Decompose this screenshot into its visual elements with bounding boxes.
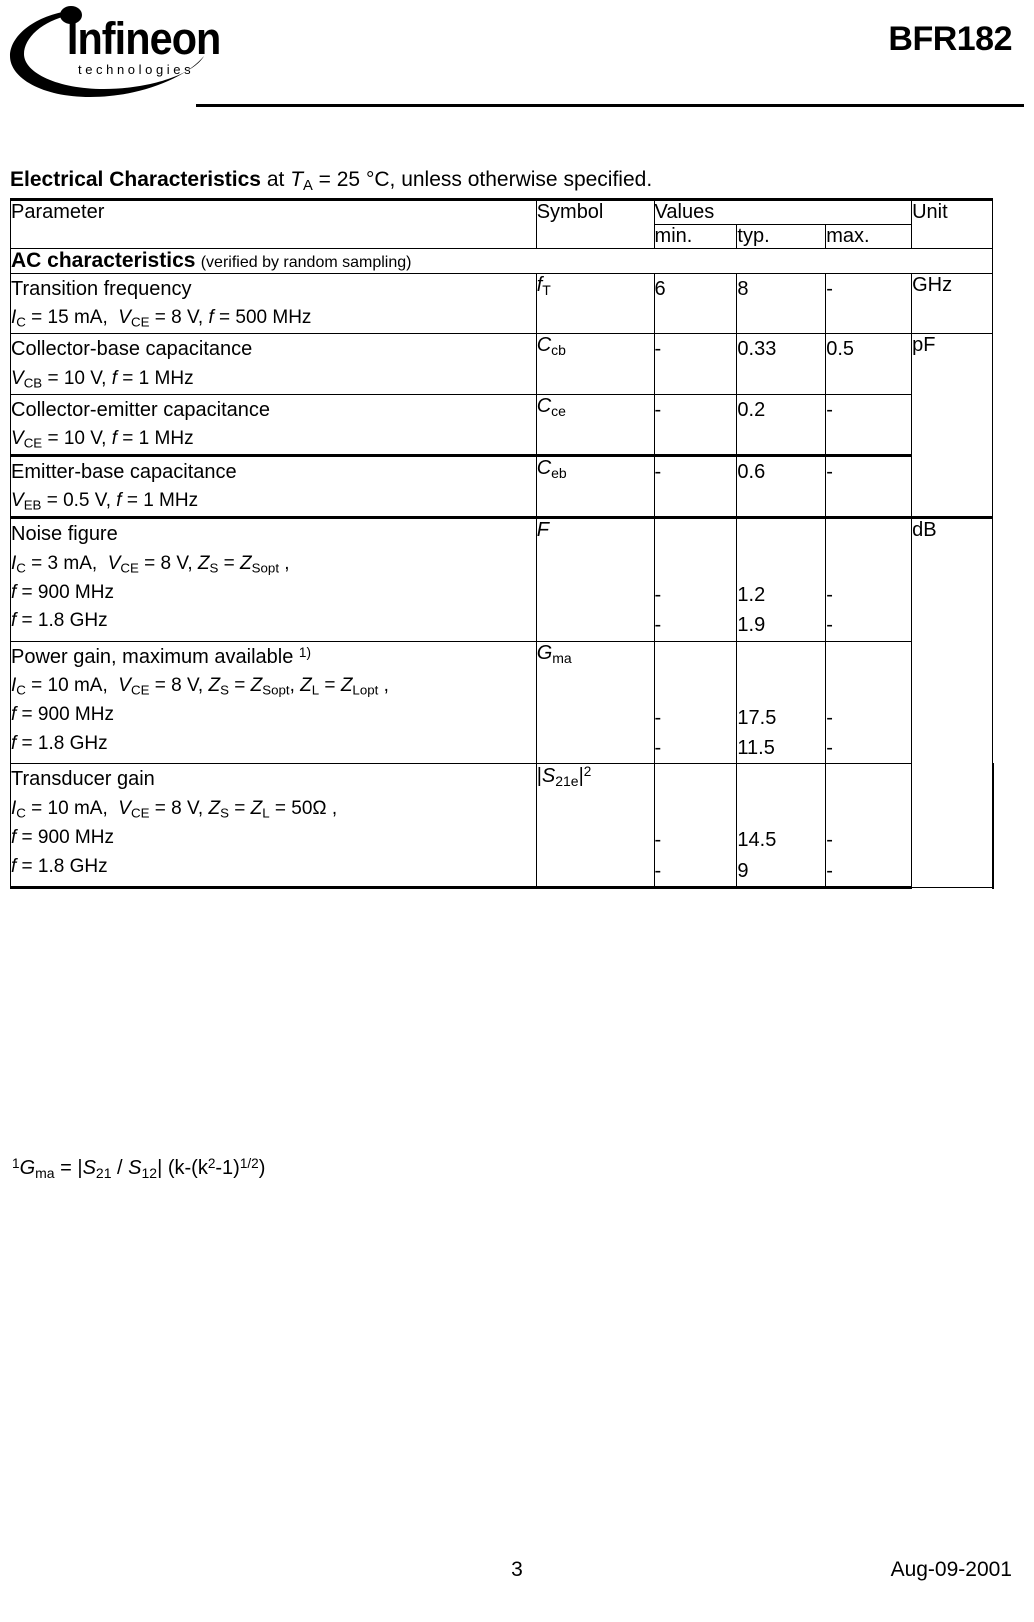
col-header-parameter: Parameter (11, 200, 537, 249)
param-collector-base-capacitance (11, 334, 537, 394)
param-name: Emitter-base capacitance (11, 460, 237, 483)
value-min-900mhz: - (654, 829, 662, 852)
param-collector-emitter-capacitance (11, 394, 537, 455)
page-number: 3 (511, 1558, 523, 1581)
param-conditions: $I_C = 3$ mA, $V_{CE} = 8$ V, $Z_S = Z_{Sopt}$ , (11, 552, 290, 576)
value-min: - (654, 334, 737, 394)
symbol-f: F (536, 518, 654, 642)
value-typ-900mhz: 1.2 (737, 584, 766, 607)
symbol-cce: $C_{ce}$ (536, 394, 654, 455)
symbol-ceb: $C_{eb}$ (536, 455, 654, 517)
param-freq-2: f = 1.8 GHz (11, 855, 108, 877)
part-number-title: BFR182 (888, 20, 1012, 58)
group-title: AC characteristics (11, 249, 196, 272)
header-divider (196, 104, 1024, 107)
value-max-900mhz: - (826, 584, 833, 607)
param-name: Transducer gain (11, 768, 155, 791)
param-conditions: $V_{EB} = 0.5$ V, f = 1 MHz (11, 490, 199, 514)
value-typ-18ghz: 9 (737, 859, 749, 882)
section-title: Electrical Characteristics (10, 168, 261, 191)
group-header-ac-characteristics (11, 249, 994, 274)
value-min-group (654, 518, 737, 642)
infineon-logo (8, 4, 240, 104)
param-name: Power gain, maximum available $^{1)}$ (11, 644, 311, 668)
value-typ: 0.33 (737, 334, 826, 394)
value-typ-group (737, 764, 826, 888)
col-header-min: min. (654, 225, 737, 249)
symbol-gma: $G_{ma}$ (536, 641, 654, 764)
table-row (11, 334, 994, 394)
table-row (11, 455, 994, 517)
footnote-gma-formula: $^1G_{ma} = |S_{21} / S_{12}|$ $(k-(k^2-1)^{1/2})$ (12, 1156, 266, 1182)
value-typ-18ghz: 11.5 (737, 736, 775, 759)
col-header-symbol: Symbol (536, 200, 654, 249)
col-header-unit: Unit (912, 200, 993, 249)
table-row (11, 641, 994, 764)
param-freq-2: f = 1.8 GHz (11, 733, 108, 754)
param-emitter-base-capacitance (11, 455, 537, 517)
electrical-characteristics-table (10, 198, 994, 889)
value-max-900mhz: - (826, 829, 833, 852)
col-header-values: Values (654, 200, 912, 225)
value-max-group (826, 518, 912, 642)
value-max-18ghz: - (826, 859, 833, 882)
table-row (11, 394, 994, 455)
table-row (11, 764, 994, 888)
page-header (0, 0, 1034, 118)
section-at: at (266, 168, 285, 191)
value-typ-group (737, 518, 826, 642)
param-transducer-gain (11, 764, 537, 888)
value-typ-group (737, 641, 826, 764)
section-heading (10, 168, 652, 194)
param-noise-figure (11, 518, 537, 642)
section-condition: = 25 (318, 168, 361, 191)
param-conditions: $I_C = 10$ mA, $V_{CE} = 8$ V, $Z_S = Z_{Sopt}$, $Z_L = Z_{Lopt}$ , (11, 675, 389, 698)
param-conditions: $V_{CE} = 10$ V, f = 1 MHz (11, 428, 194, 451)
unit-empty (993, 764, 994, 888)
param-freq-1: f = 900 MHz (11, 704, 114, 726)
table-row (11, 518, 994, 642)
value-min: 6 (654, 274, 737, 334)
revision-date: Aug-09-2001 (890, 1558, 1012, 1581)
table-row (11, 274, 994, 334)
footnote-marker: 1) (298, 644, 311, 660)
value-min-18ghz: - (654, 614, 662, 637)
param-freq-2: f = 1.8 GHz (11, 610, 108, 632)
unit-db: dB (912, 518, 993, 888)
value-min-18ghz: - (654, 859, 662, 882)
group-header-cell (11, 249, 993, 274)
value-typ: 0.6 (737, 455, 826, 517)
value-typ-900mhz: 14.5 (737, 829, 777, 852)
value-min-900mhz: - (654, 706, 662, 729)
value-typ-900mhz: 17.5 (737, 706, 777, 729)
value-max-18ghz: - (826, 614, 833, 637)
symbol-ccb: $C_{cb}$ (536, 334, 654, 394)
section-degree: °C, unless otherwise specified. (365, 168, 653, 191)
value-min-900mhz: - (654, 584, 662, 607)
temperature-symbol: $T_A$ (290, 168, 313, 195)
value-max-group (826, 764, 912, 888)
param-conditions: $I_C = 15$ mA, $V_{CE} = 8$ V, f = 500 MHz (11, 307, 312, 331)
svg-text:technologies: technologies (78, 62, 195, 77)
param-power-gain-max-available (11, 641, 537, 764)
value-typ: 8 (737, 274, 826, 334)
param-freq-1: f = 900 MHz (11, 581, 114, 603)
value-max: - (826, 274, 912, 334)
param-name: Collector-emitter capacitance (11, 398, 270, 421)
col-header-max: max. (826, 225, 912, 249)
value-min-group (654, 641, 737, 764)
value-max: - (826, 394, 912, 455)
symbol-s21e-squared: $|S_{21e}|^2$ (536, 764, 654, 888)
param-conditions: $V_{CB} = 10$ V, f = 1 MHz (11, 367, 194, 391)
value-max-group (826, 641, 912, 764)
param-name: Noise figure (11, 523, 118, 546)
group-note: (verified by random sampling) (200, 254, 412, 271)
param-freq-1: f = 900 MHz (11, 826, 114, 848)
value-max: 0.5 (826, 334, 912, 394)
value-min-18ghz: - (654, 736, 662, 759)
value-typ-18ghz: 1.9 (737, 614, 766, 637)
value-min-group (654, 764, 737, 888)
unit-ghz: GHz (912, 274, 993, 334)
param-name: Collector-base capacitance (11, 338, 253, 361)
value-typ: 0.2 (737, 394, 826, 455)
value-min: - (654, 394, 737, 455)
svg-text:Infineon: Infineon (66, 14, 221, 65)
symbol-ft: $f_T$ (536, 274, 654, 334)
value-max-18ghz: - (826, 736, 833, 759)
param-conditions: $I_C = 10$ mA, $V_{CE} = 8$ V, $Z_S = Z_L = 50\Omega$ , (11, 797, 338, 821)
table-header-row-1 (11, 200, 994, 225)
value-max: - (826, 455, 912, 517)
value-min: - (654, 455, 737, 517)
col-header-typ: typ. (737, 225, 826, 249)
param-name: Transition frequency (11, 278, 192, 300)
value-max-900mhz: - (826, 706, 833, 729)
unit-pf: pF (912, 334, 993, 518)
param-transition-frequency (11, 274, 537, 334)
